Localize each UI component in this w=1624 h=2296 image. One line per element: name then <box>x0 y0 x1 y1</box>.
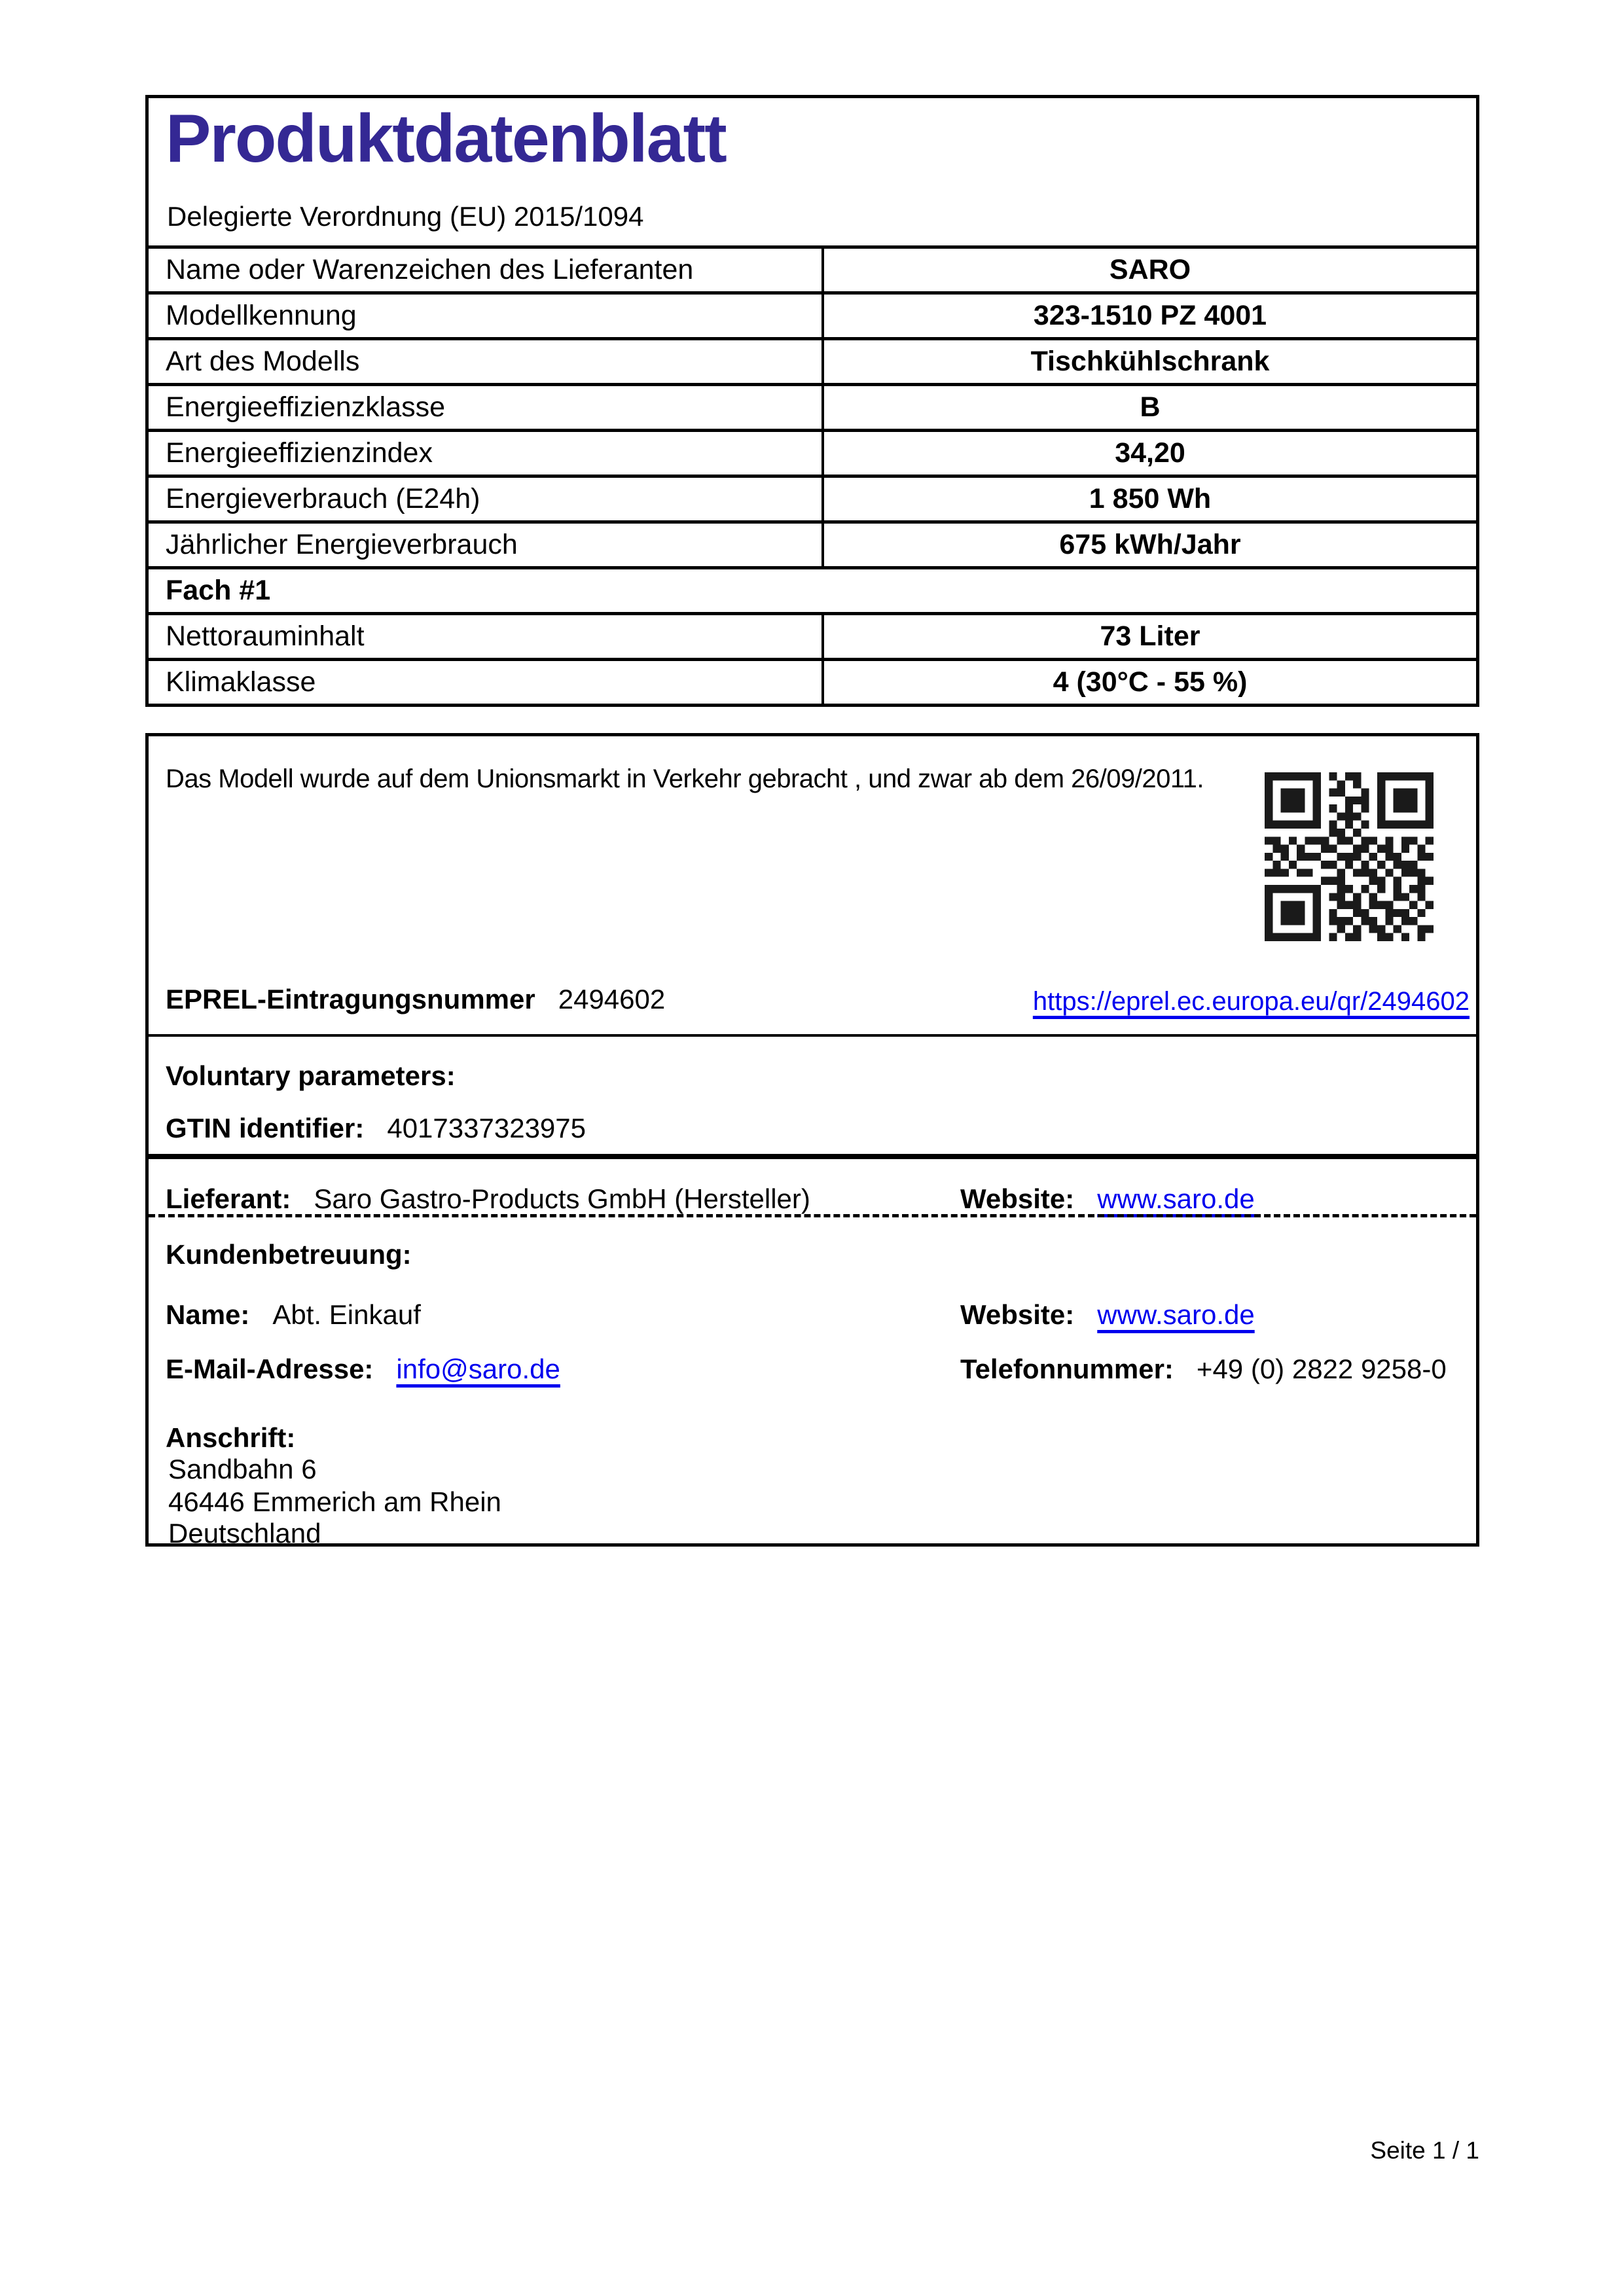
support-website-link[interactable]: www.saro.de <box>1097 1299 1255 1330</box>
divider <box>149 1154 1476 1159</box>
support-name-line <box>166 1299 421 1331</box>
row-value: B <box>821 386 1476 429</box>
email-line <box>166 1354 560 1385</box>
website-label: Website: <box>960 1299 1075 1330</box>
address-heading: Anschrift: <box>166 1422 296 1453</box>
phone-value: +49 (0) 2822 9258-0 <box>1196 1354 1447 1384</box>
row-label: Nettorauminhalt <box>166 620 365 652</box>
page-number: Seite 1 / 1 <box>1370 2137 1479 2164</box>
table-row <box>149 245 1476 291</box>
phone-line <box>960 1354 1447 1385</box>
row-value: 4 (30°C - 55 %) <box>821 661 1476 704</box>
name-label: Name: <box>166 1299 250 1330</box>
name-value: Abt. Einkauf <box>272 1299 421 1330</box>
row-label: Klimaklasse <box>166 666 316 698</box>
row-value: 73 Liter <box>821 615 1476 658</box>
table-row <box>149 475 1476 520</box>
supplier-value: Saro Gastro-Products GmbH (Hersteller) <box>314 1183 810 1214</box>
row-value: 34,20 <box>821 432 1476 475</box>
address-line: Sandbahn 6 <box>168 1454 317 1484</box>
eprel-number-line <box>166 984 665 1015</box>
row-label: Energieverbrauch (E24h) <box>166 483 480 514</box>
section-label: Fach #1 <box>166 575 271 606</box>
eprel-link[interactable]: https://eprel.ec.europa.eu/qr/2494602 <box>1032 987 1470 1016</box>
supplier-website-link[interactable]: www.saro.de <box>1097 1183 1255 1214</box>
table-row <box>149 658 1476 704</box>
eprel-info-box <box>145 733 1479 1547</box>
website-label: Website: <box>960 1183 1075 1214</box>
regulation-subtitle: Delegierte Verordnung (EU) 2015/1094 <box>167 201 644 232</box>
row-value: Tischkühlschrank <box>821 340 1476 383</box>
table-row <box>149 429 1476 475</box>
supplier-line <box>166 1183 810 1215</box>
address-line: 46446 Emmerich am Rhein <box>168 1486 501 1517</box>
spec-table <box>145 95 1479 707</box>
market-statement: Das Modell wurde auf dem Unionsmarkt in Verkehr gebracht , und zwar ab dem 26/09/2011. <box>166 764 1204 793</box>
eprel-number-value: 2494602 <box>558 984 666 1014</box>
spec-table-header <box>149 98 1476 245</box>
table-section-row <box>149 566 1476 612</box>
gtin-value: 4017337323975 <box>387 1113 586 1143</box>
email-label: E-Mail-Adresse: <box>166 1354 374 1384</box>
row-label: Art des Modells <box>166 346 360 377</box>
voluntary-parameters-heading: Voluntary parameters: <box>166 1060 456 1091</box>
row-value: 323-1510 PZ 4001 <box>821 295 1476 337</box>
supplier-website-line <box>960 1183 1255 1215</box>
qr-code <box>1265 772 1434 941</box>
support-website-line <box>960 1299 1255 1331</box>
table-row <box>149 337 1476 383</box>
address-line: Deutschland <box>168 1518 321 1549</box>
supplier-label: Lieferant: <box>166 1183 291 1214</box>
row-value: SARO <box>821 249 1476 291</box>
row-label: Energieeffizienzindex <box>166 437 433 469</box>
row-value: 675 kWh/Jahr <box>821 524 1476 566</box>
page-title: Produktdatenblatt <box>166 101 726 177</box>
eprel-number-label: EPREL-Eintragungsnummer <box>166 984 535 1014</box>
row-label: Name oder Warenzeichen des Lieferanten <box>166 254 694 285</box>
gtin-line <box>166 1113 586 1144</box>
row-label: Modellkennung <box>166 300 357 331</box>
email-link[interactable]: info@saro.de <box>396 1354 560 1384</box>
row-label: Jährlicher Energieverbrauch <box>166 529 518 560</box>
phone-label: Telefonnummer: <box>960 1354 1174 1384</box>
divider <box>149 1034 1476 1037</box>
gtin-label: GTIN identifier: <box>166 1113 365 1143</box>
dashed-divider <box>149 1214 1476 1217</box>
row-value: 1 850 Wh <box>821 478 1476 520</box>
row-label: Energieeffizienzklasse <box>166 391 446 423</box>
table-row <box>149 520 1476 566</box>
table-row <box>149 383 1476 429</box>
table-row <box>149 291 1476 337</box>
customer-support-heading: Kundenbetreuung: <box>166 1239 412 1270</box>
table-row <box>149 612 1476 658</box>
